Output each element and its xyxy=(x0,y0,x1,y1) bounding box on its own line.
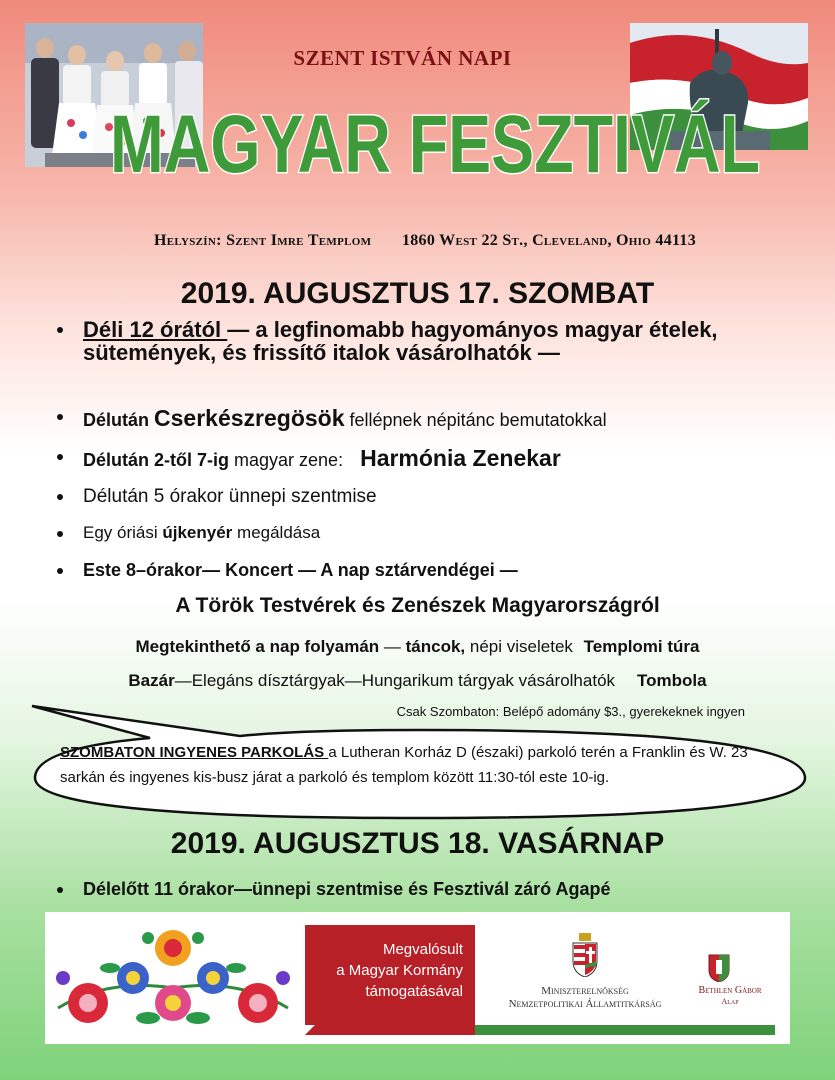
saturday-heading: 2019. AUGUSZTUS 17. SZOMBAT xyxy=(180,277,655,310)
ministry-line: Nemzetpolitikai Államtitkárság xyxy=(508,998,662,1010)
parking-text: a Lutheran Korház D (északi) parkoló terén a Franklin és W. 23 sarkán és ingyenes kis-busz járat a parkoló és templom között 11:30-tól este 10-ig. xyxy=(60,744,748,786)
bullet-icon xyxy=(57,568,63,574)
bullet-icon xyxy=(57,494,63,500)
item-band: Harmónia Zenekar xyxy=(360,445,561,471)
list-item xyxy=(55,561,815,579)
bethlen-gabor-logo-text xyxy=(690,985,770,1007)
government-support-box xyxy=(305,925,475,1025)
item-text: Este 8–órakor— Koncert — A nap sztárvendégei — xyxy=(83,560,518,580)
item-text: fellépnek népitánc bemutatokkal xyxy=(344,410,607,430)
item-text: Délután 5 órakor ünnepi szentmise xyxy=(83,486,377,507)
bullet-icon xyxy=(57,887,63,893)
bullet-icon xyxy=(57,454,63,460)
list-item xyxy=(55,880,815,898)
item-text: — a legfinomabb hagyományos magyar ételek, sütemények, és frissítő italok vásárolhatók — xyxy=(83,317,718,365)
venue-name: Szent Imre Templom xyxy=(226,232,372,249)
item-time: Déli 12 órától xyxy=(83,317,228,342)
attractions-line xyxy=(20,637,815,657)
item-group: Cserkészregösök xyxy=(154,405,345,431)
entry-fee-note: Csak Szombaton: Belépő adomány $3., gyerekeknek ingyen xyxy=(396,704,745,719)
list-item xyxy=(55,524,815,541)
kalocsa-embroidery-icon xyxy=(48,918,298,1038)
list-item xyxy=(55,487,815,506)
gov-text-line: a Magyar Kormány xyxy=(336,962,463,979)
bethlen-line: Alap xyxy=(721,997,739,1006)
item-text: megáldása xyxy=(232,523,321,542)
festival-title-text: MAGYAR FESZTIVÁL xyxy=(110,99,760,188)
item-bold: újkenyér xyxy=(162,523,233,542)
raffle-label: Tombola xyxy=(637,671,707,690)
ministry-logo-text xyxy=(500,985,670,1011)
venue-address: 1860 West 22 St., Cleveland, Ohio 44113 xyxy=(401,232,697,249)
item-prefix: Délután xyxy=(83,410,155,430)
item-time: Délután 2-től 7-ig xyxy=(83,450,230,470)
bazaar-line xyxy=(20,671,815,691)
bazaar-text: —Elegáns dísztárgyak—Hungarikum tárgyak vásárolhatók xyxy=(174,671,616,690)
attractions-text: Megtekinthető a nap folyamán xyxy=(135,637,380,656)
church-tour: Templomi túra xyxy=(583,637,700,656)
bullet-icon xyxy=(57,414,63,420)
parking-title: SZOMBATON INGYENES PARKOLÁS xyxy=(60,744,329,761)
ministry-line: Miniszterelnökség xyxy=(541,985,629,997)
festival-subtitle: SZENT ISTVÁN NAPI xyxy=(293,46,512,70)
list-item xyxy=(55,447,815,470)
venue-line xyxy=(60,232,790,250)
bullet-icon xyxy=(57,531,63,537)
star-guests: A Török Testvérek és Zenészek Magyarországról xyxy=(175,594,660,617)
item-text: Egy óriási xyxy=(83,523,163,542)
bullet-icon xyxy=(57,327,63,333)
festival-title xyxy=(95,78,775,188)
bethlen-line: Bethlen Gábor xyxy=(698,985,762,996)
separator: — xyxy=(379,637,406,656)
list-item xyxy=(55,407,815,430)
attractions-costumes: népi viseletek xyxy=(465,637,578,656)
attractions-dances: táncok, xyxy=(405,637,466,656)
hungarian-coat-of-arms-icon xyxy=(570,933,600,977)
bazaar-label: Bazár xyxy=(128,671,175,690)
list-item xyxy=(55,318,815,364)
gov-color-strip xyxy=(305,1025,775,1035)
gov-text-line: támogatásával xyxy=(365,983,463,1000)
venue-label: Helyszín: xyxy=(153,232,222,249)
sunday-heading: 2019. AUGUSZTUS 18. VASÁRNAP xyxy=(170,827,665,860)
item-text: Délelőtt 11 órakor—ünnepi szentmise és Fesztivál záró Agapé xyxy=(83,879,611,899)
parking-info xyxy=(60,740,790,790)
gov-text-line: Megvalósult xyxy=(382,941,463,958)
item-text: magyar zene: xyxy=(229,450,349,470)
bethlen-gabor-shield-icon xyxy=(708,954,730,982)
